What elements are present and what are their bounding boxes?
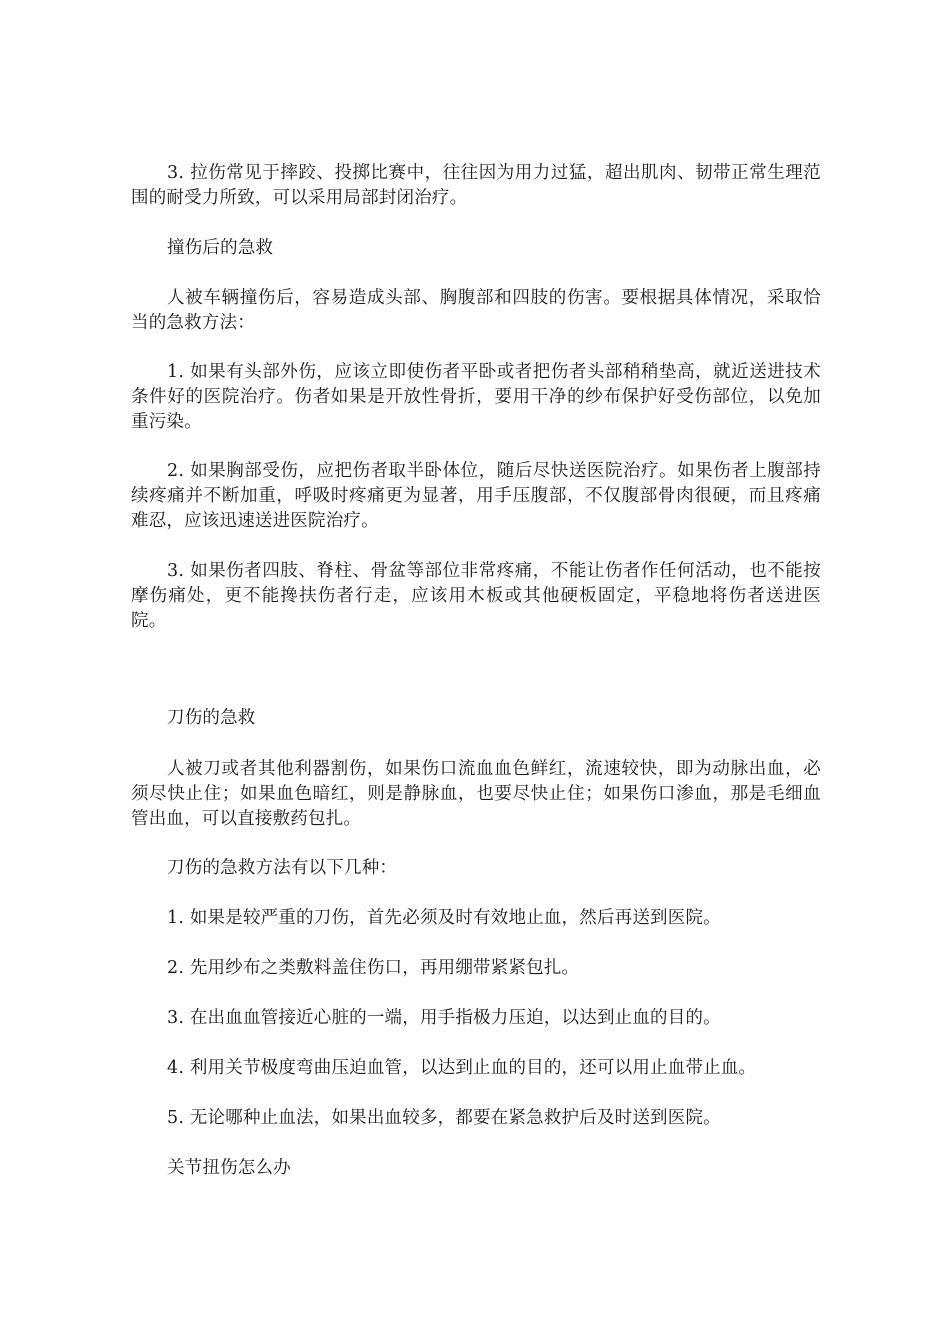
paragraph-knife-item-3: 3. 在出血血管接近心脏的一端，用手指极力压迫，以达到止血的目的。: [167, 1008, 721, 1028]
paragraph-knife-wound-intro: 人被刀或者其他利器割伤，如果伤口流血血色鲜红，流速较快，即为动脉出血，必须尽快止住；如果血色暗红，则是静脉血，也要尽快止住；如果伤口渗血，那是毛细血管出血，可以直接敷药包扎。: [131, 759, 821, 829]
paragraph-collision-item-1: 1. 如果有头部外伤，应该立即使伤者平卧或者把伤者头部稍稍垫高，就近送进技术条件好的医院治疗。伤者如果是开放性骨折，要用干净的纱布保护好受伤部位，以免加重污染。: [131, 362, 821, 432]
paragraph-knife-item-1: 1. 如果是较严重的刀伤，首先必须及时有效地止血，然后再送到医院。: [167, 908, 721, 928]
paragraph-collision-item-2: 2. 如果胸部受伤，应把伤者取半卧体位，随后尽快送医院治疗。如果伤者上腹部持续疼痛并不断加重，呼吸时疼痛更为显著，用手压腹部，不仅腹部骨肉很硬，而且疼痛难忍，应该迅速送进医院治疗。: [131, 461, 821, 531]
paragraph-knife-item-5: 5. 无论哪种止血法，如果出血较多，都要在紧急救护后及时送到医院。: [167, 1108, 721, 1128]
heading-collision-first-aid: 撞伤后的急救: [167, 238, 274, 258]
paragraph-knife-item-2: 2. 先用纱布之类敷料盖住伤口，再用绷带紧紧包扎。: [167, 958, 580, 978]
paragraph-knife-item-4: 4. 利用关节极度弯曲压迫血管，以达到止血的目的，还可以用止血带止血。: [167, 1058, 757, 1078]
heading-knife-wound-first-aid: 刀伤的急救: [167, 708, 256, 728]
paragraph-collision-item-3: 3. 如果伤者四肢、脊柱、骨盆等部位非常疼痛，不能让伤者作任何活动，也不能按摩伤痛处，更不能搀扶伤者行走，应该用木板或其他硬板固定，平稳地将伤者送进医院。: [131, 561, 821, 631]
paragraph-strain-treatment: 3. 拉伤常见于摔跤、投掷比赛中，往往因为用力过猛，超出肌肉、韧带正常生理范围的耐受力所致，可以采用局部封闭治疗。: [131, 163, 821, 208]
paragraph-collision-intro: 人被车辆撞伤后，容易造成头部、胸腹部和四肢的伤害。要根据具体情况，采取恰当的急救方法：: [131, 288, 821, 333]
paragraph-knife-methods-intro: 刀伤的急救方法有以下几种：: [167, 858, 398, 878]
heading-joint-sprain: 关节扭伤怎么办: [167, 1158, 291, 1178]
